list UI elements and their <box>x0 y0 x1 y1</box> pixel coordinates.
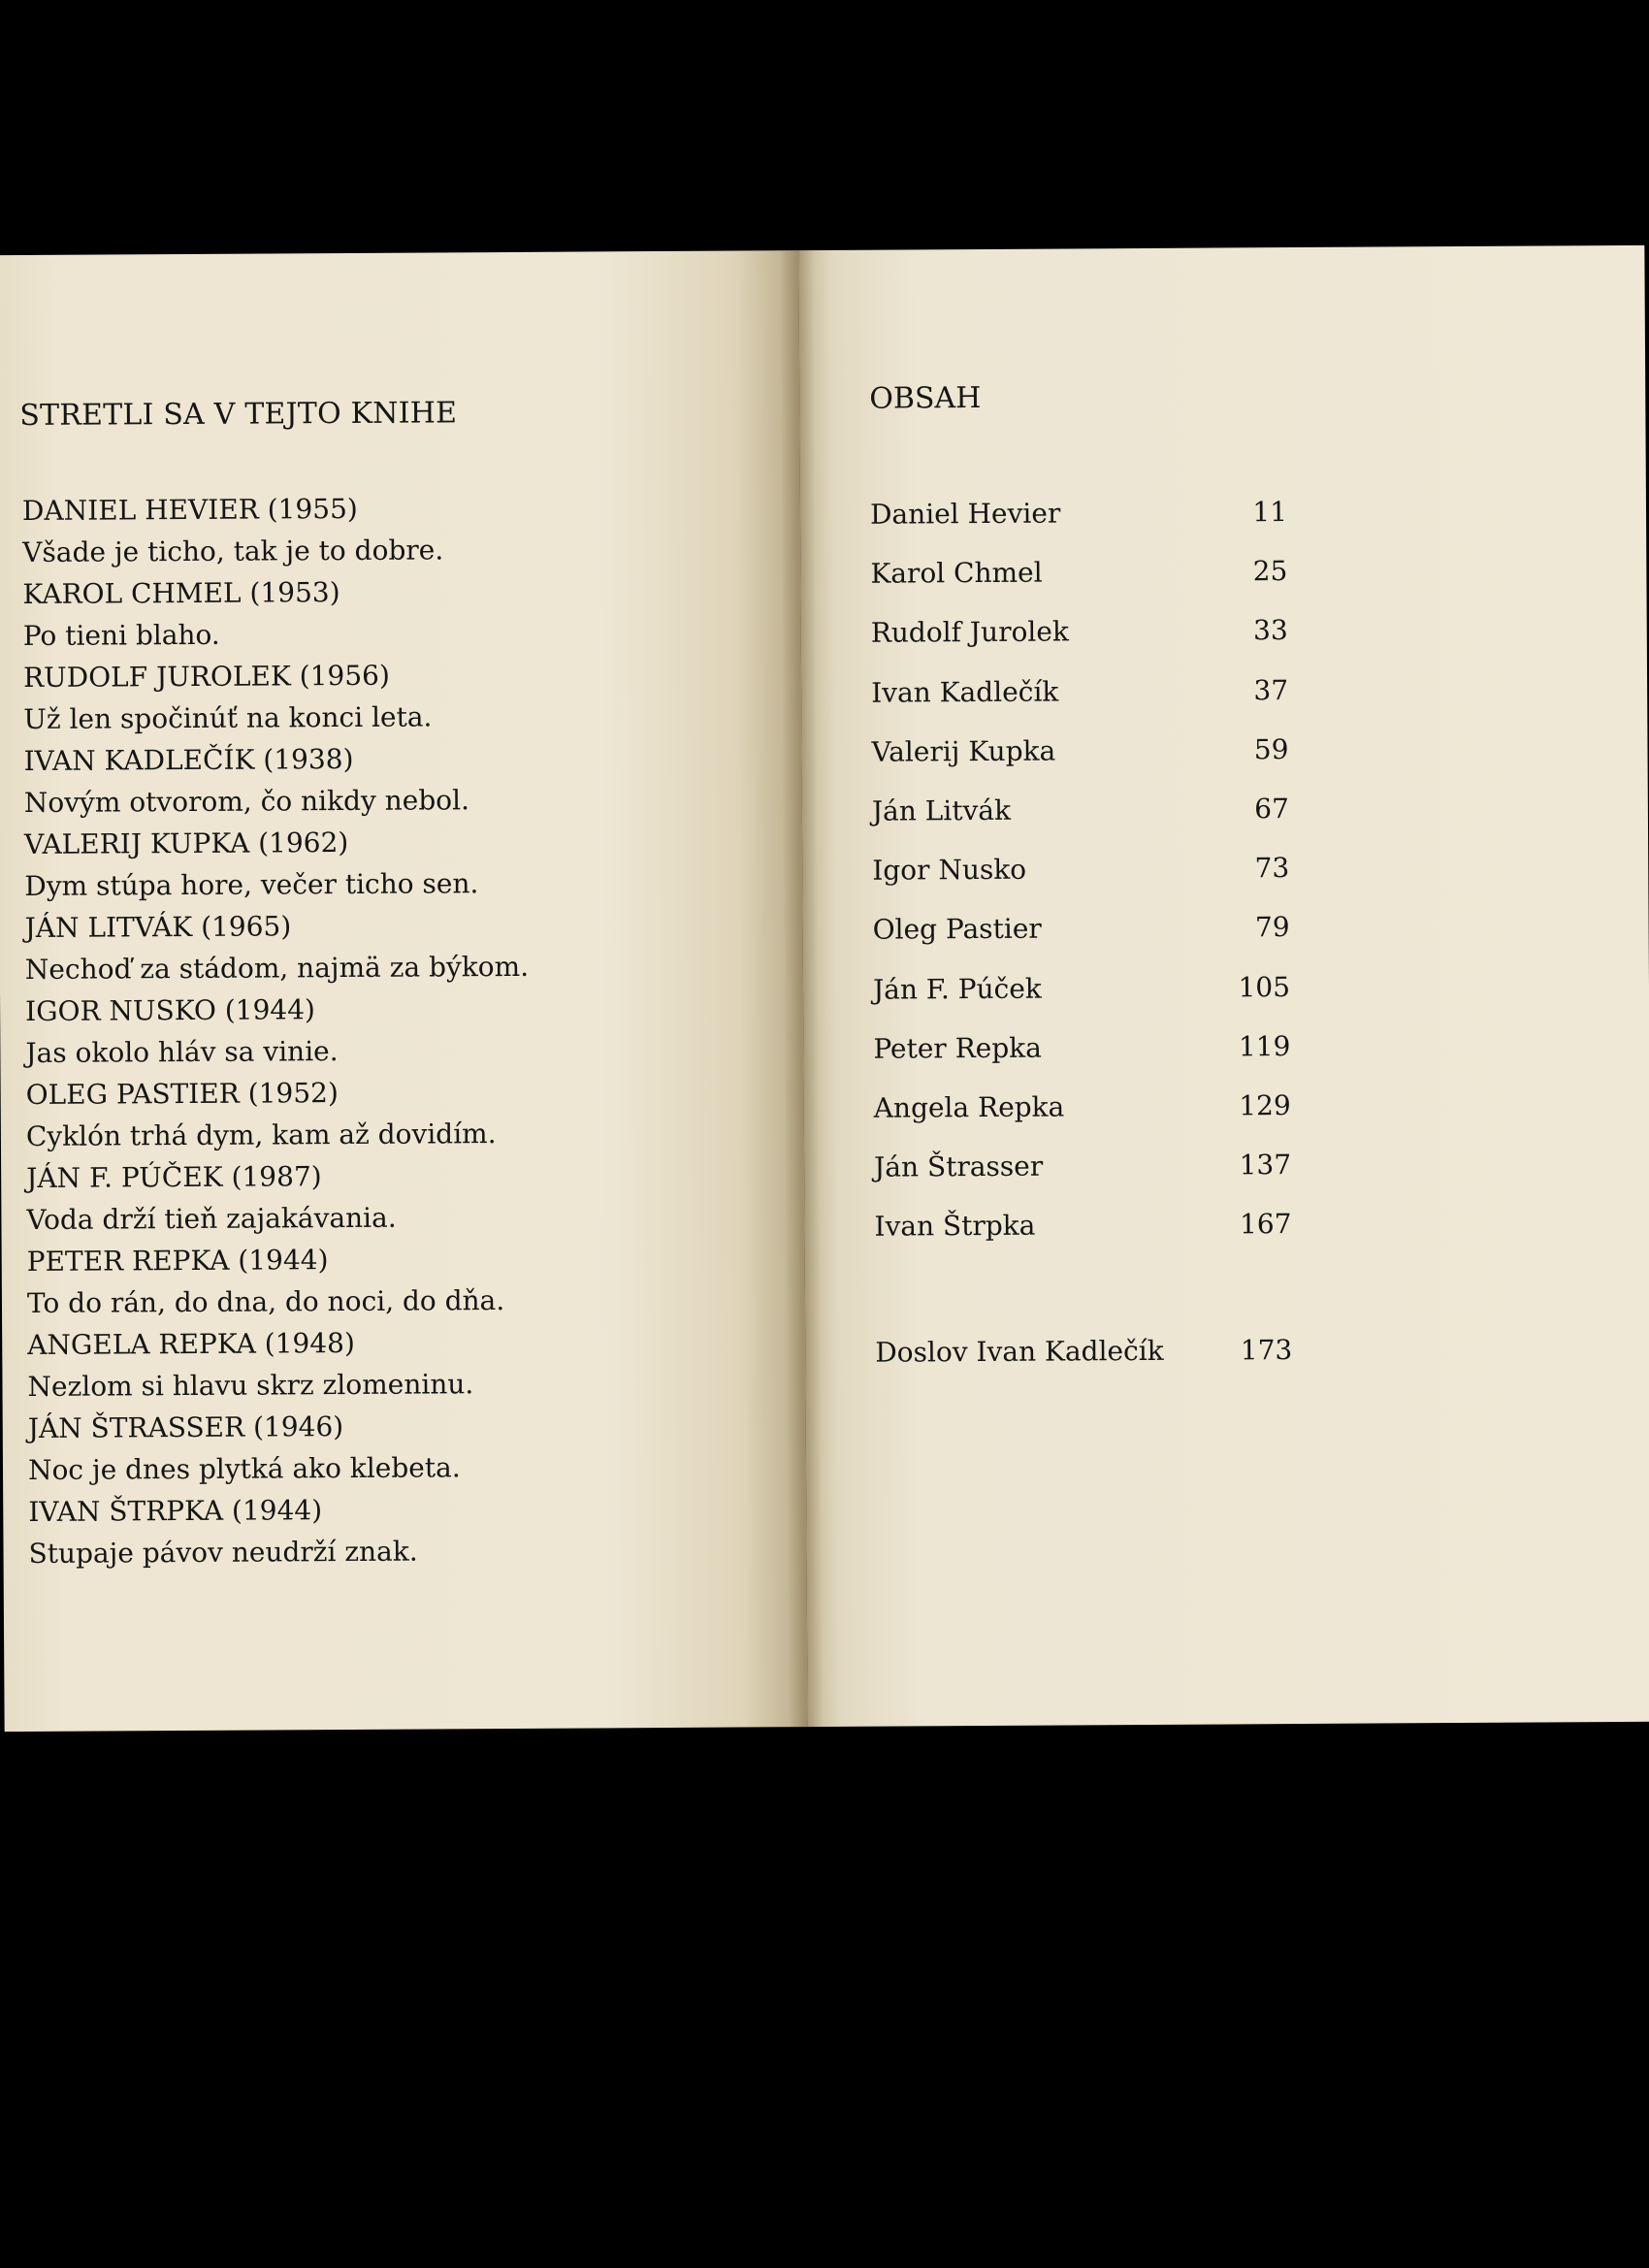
poet-name: JÁN ŠTRASSER (1946) <box>27 1410 344 1445</box>
poet-line: Jas okolo hláv sa vinie. <box>25 1035 339 1070</box>
toc-entry <box>873 1030 1290 1092</box>
toc-entry-name: Angela Repka <box>873 1090 1065 1124</box>
toc-afterword-page: 173 <box>1240 1334 1293 1367</box>
toc-entry <box>870 555 1287 617</box>
poet-entry <box>26 1069 784 1157</box>
toc-entry-name: Rudolf Jurolek <box>870 615 1069 650</box>
toc-page-number: 137 <box>1239 1149 1292 1182</box>
left-page <box>0 250 808 1732</box>
poet-line: Novým otvorom, čo nikdy nebol. <box>23 784 470 820</box>
toc-entry-name: Valerij Kupka <box>871 734 1056 768</box>
right-page <box>798 245 1649 1727</box>
toc-entry <box>871 733 1288 795</box>
toc-entry-name: Ján Štrasser <box>874 1150 1044 1183</box>
toc-entry <box>871 614 1288 676</box>
poet-name: VALERIJ KUPKA (1962) <box>23 826 349 861</box>
poet-entry <box>27 1236 785 1324</box>
poet-line: Voda drží tieň zajakávania. <box>26 1201 397 1237</box>
poet-name: JÁN LITVÁK (1965) <box>24 910 292 945</box>
contents-title: OBSAH <box>869 381 982 416</box>
toc-entry <box>874 1208 1291 1270</box>
toc-page-number: 37 <box>1253 673 1289 706</box>
poet-line: Všade je ticho, tak je to dobre. <box>22 534 444 569</box>
toc-entry <box>873 911 1290 973</box>
toc-entry-name: Ján F. Púček <box>872 972 1042 1006</box>
toc-entry-name: Ivan Kadlečík <box>871 675 1059 709</box>
poet-entry <box>28 1486 786 1574</box>
poet-line: Nechoď za stádom, najmä za býkom. <box>24 950 530 987</box>
poet-line: Noc je dnes plytká ako klebeta. <box>27 1451 461 1487</box>
poet-name: IGOR NUSKO (1944) <box>25 993 316 1028</box>
toc-page-number: 119 <box>1238 1029 1291 1063</box>
toc-page-number: 67 <box>1254 793 1289 826</box>
page-title: STRETLI SA V TEJTO KNIHE <box>19 396 458 434</box>
toc-page-number: 59 <box>1253 732 1289 766</box>
poet-entry <box>23 652 781 740</box>
toc-entry <box>872 793 1289 855</box>
poet-name: RUDOLF JUROLEK (1956) <box>22 659 390 695</box>
toc-page-number: 25 <box>1252 555 1288 588</box>
poet-name: DANIEL HEVIER (1955) <box>21 492 358 528</box>
toc-afterword-name: Doslov Ivan Kadlečík <box>875 1334 1164 1369</box>
table-of-contents <box>870 496 1292 1270</box>
toc-entry <box>872 852 1289 914</box>
toc-page-number: 11 <box>1252 496 1288 529</box>
toc-page-number: 79 <box>1254 911 1290 944</box>
poet-line: To do rán, do dna, do noci, do dňa. <box>26 1284 505 1320</box>
toc-afterword <box>875 1334 1292 1376</box>
toc-entry-name: Igor Nusko <box>872 853 1027 887</box>
poet-name: PETER REPKA (1944) <box>26 1244 329 1279</box>
poet-name: OLEG PASTIER (1952) <box>25 1077 339 1112</box>
poet-line: Cyklón trhá dym, kam až dovidím. <box>25 1118 497 1153</box>
poet-name: ANGELA REPKA (1948) <box>27 1326 355 1362</box>
toc-page-number: 105 <box>1238 970 1291 1003</box>
poet-entry <box>27 1319 785 1408</box>
poet-entry <box>24 902 782 990</box>
poet-entry <box>25 986 783 1074</box>
toc-entry-name: Ján Litvák <box>871 794 1012 827</box>
poet-entry <box>22 568 780 657</box>
poet-name: IVAN ŠTRPKA (1944) <box>28 1494 323 1529</box>
toc-entry <box>873 971 1290 1033</box>
poet-name: IVAN KADLEČÍK (1938) <box>23 742 354 778</box>
toc-page-number: 73 <box>1254 852 1290 885</box>
poet-line: Dym stúpa hore, večer ticho sen. <box>24 867 479 903</box>
poet-line: Už len spočinúť na konci leta. <box>23 700 433 736</box>
toc-entry-name: Karol Chmel <box>870 556 1043 590</box>
toc-entry <box>874 1149 1291 1211</box>
toc-entry-name: Peter Repka <box>873 1031 1042 1065</box>
book-spread <box>0 245 1649 1732</box>
poet-line: Nezlom si hlavu skrz zlomeninu. <box>27 1368 474 1404</box>
toc-entry-name: Oleg Pastier <box>872 912 1042 947</box>
poet-name: JÁN F. PÚČEK (1987) <box>26 1160 322 1195</box>
toc-entry-name: Daniel Hevier <box>869 497 1061 531</box>
toc-entry-name: Ivan Štrpka <box>874 1209 1036 1243</box>
poet-list <box>22 485 786 1574</box>
poet-entry <box>26 1152 784 1241</box>
toc-page-number: 129 <box>1239 1088 1291 1122</box>
poet-entry <box>22 485 780 573</box>
toc-entry <box>870 496 1287 558</box>
poet-entry <box>23 735 781 824</box>
toc-page-number: 33 <box>1253 614 1288 647</box>
toc-entry <box>874 1089 1291 1151</box>
poet-line: Po tieni blaho. <box>22 618 220 653</box>
toc-entry <box>871 674 1288 736</box>
poet-entry <box>28 1403 786 1491</box>
poet-line: Stupaje pávov neudrží znak. <box>28 1535 418 1571</box>
toc-page-number: 167 <box>1239 1208 1292 1241</box>
poet-entry <box>24 819 782 907</box>
poet-name: KAROL CHMEL (1953) <box>22 576 340 611</box>
